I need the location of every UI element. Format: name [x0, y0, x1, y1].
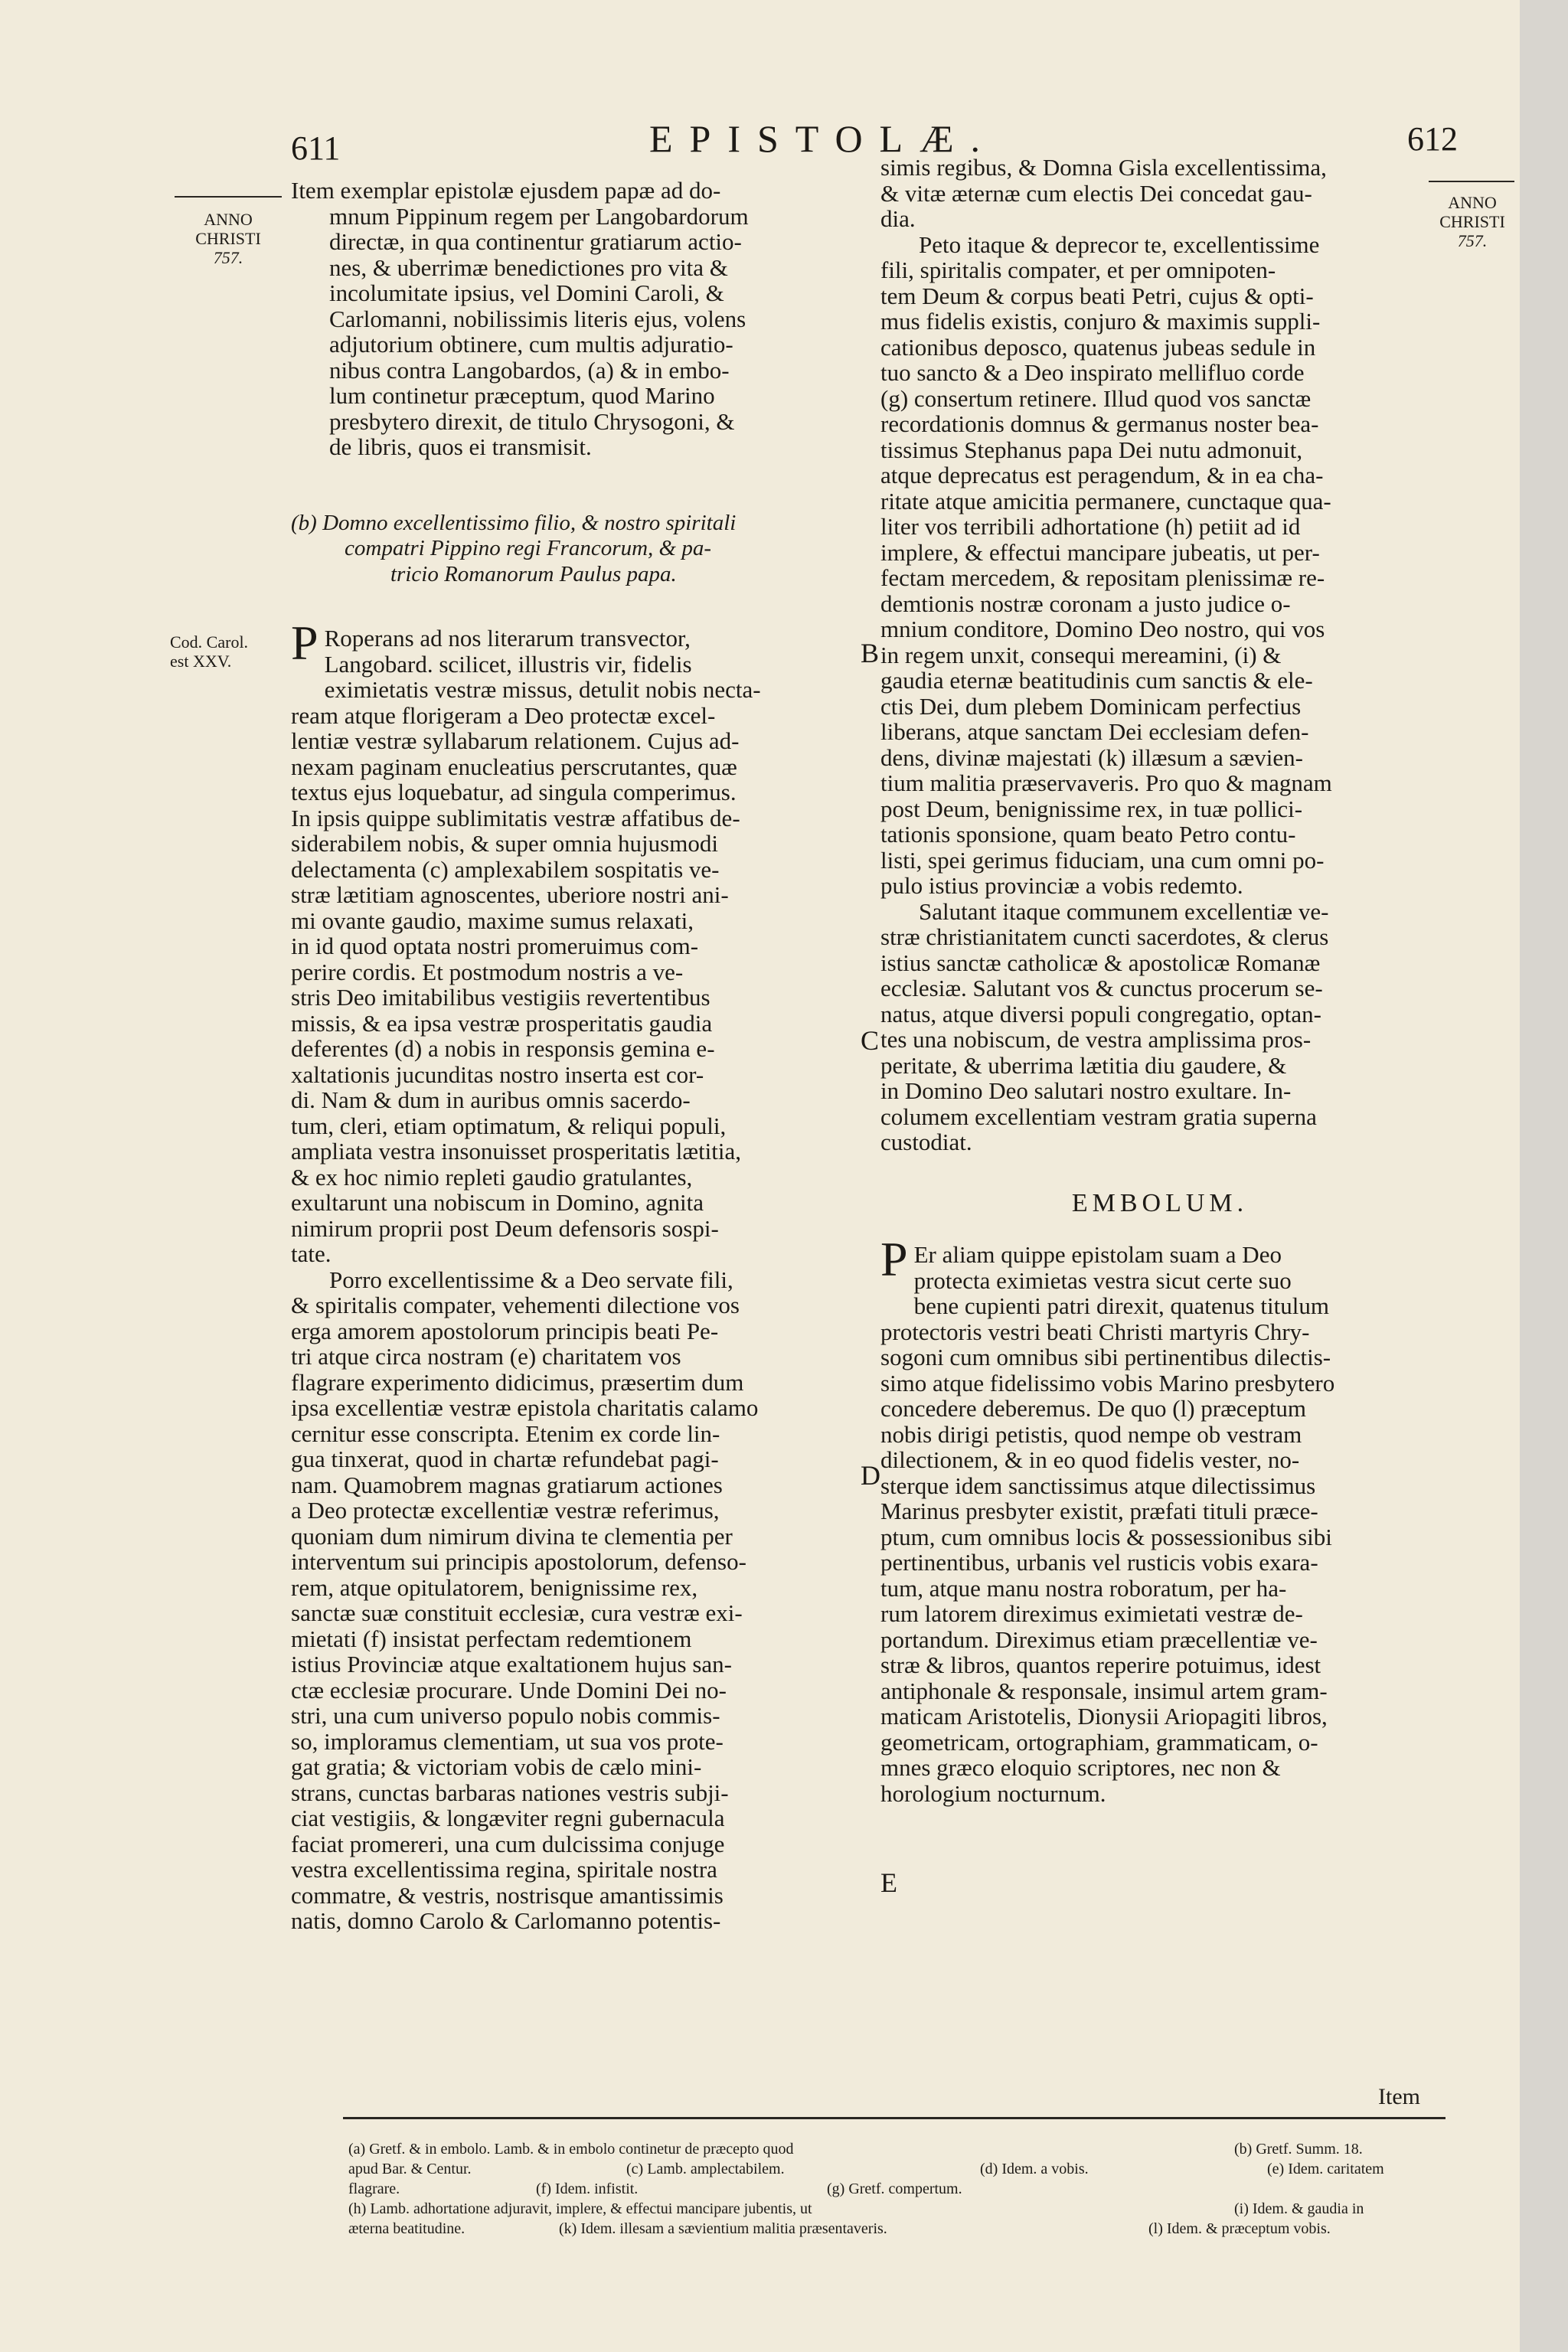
salutation-line: compatri Pippino regi Francorum, & pa- — [345, 536, 711, 560]
closing-blessing — [880, 155, 1439, 232]
text-line: ctis Dei, dum plebem Dominicam perfectius — [880, 692, 1302, 720]
text-line: natis, domno Carolo & Carlomanno potentis- — [291, 1907, 721, 1934]
text-line: ampliata vestra insonuisset prosperitatis lætitia, — [291, 1138, 742, 1165]
text-line: Porro excellentissime & a Deo servate fili, — [329, 1266, 733, 1293]
text-line: Marinus presbyter existit, præfati tituli præce- — [880, 1498, 1318, 1524]
text-line: atque deprecatus est peragendum, & in ea cha- — [880, 462, 1324, 488]
text-line: textus ejus loquebatur, ad singula comperimus. — [291, 779, 737, 805]
text-line: cernitur esse conscripta. Etenim ex corde lin- — [291, 1419, 720, 1447]
text-line: exultarunt una nobiscum in Domino, agnita — [291, 1189, 704, 1216]
text-line: nam. Quamobrem magnas gratiarum actiones — [291, 1471, 723, 1498]
footnote: (a) Gretf. & in embolo. Lamb. & in embolo continetur de præcepto quod — [348, 2141, 794, 2158]
anno-label: ANNO — [1448, 193, 1497, 212]
text-line: dilectionem, & in eo quod fidelis vester, no- — [880, 1446, 1300, 1473]
margin-cod-note — [170, 632, 254, 671]
footnote: (c) Lamb. amplectabilem. — [626, 2161, 785, 2177]
text-line: sanctæ suæ constituit ecclesiæ, cura vestræ exi- — [291, 1599, 743, 1626]
margin-rule-right — [1429, 181, 1514, 182]
footnote: (f) Idem. infistit. — [536, 2180, 639, 2197]
text-line: stris Deo imitabilibus vestigiis revertentibus — [291, 984, 710, 1011]
text-line: concedere deberemus. De quo (l) præceptum — [880, 1395, 1307, 1422]
text-line: ipsa excellentiæ vestræ epistola charitatis calamo — [291, 1394, 759, 1421]
text-line: cationibus deposco, quatenus jubeas sedule in — [880, 333, 1316, 361]
text-line: sterque idem sanctissimus atque dilectissimus — [880, 1472, 1316, 1499]
cod-note-line: Cod. Carol. — [170, 632, 249, 652]
text-line: vestra excellentissima regina, spiritale nostra — [291, 1856, 717, 1883]
text-line: mus fidelis existis, conjuro & maximis suppli- — [880, 308, 1321, 335]
christi-label: CHRISTI — [1439, 212, 1505, 231]
text-line: in regem unxit, consequi mereamini, (i) & — [880, 641, 1282, 668]
text-line: & vitæ æternæ cum electis Dei concedat gau- — [880, 179, 1312, 207]
text-line: ecclesiæ. Salutant vos & cunctus procerum se- — [880, 975, 1323, 1001]
text-line: so, imploramus clementiam, ut sua vos prote- — [291, 1727, 724, 1755]
christi-label: CHRISTI — [195, 229, 261, 248]
text-line: demtionis nostræ coronam a justo judice o- — [880, 590, 1291, 617]
text-line: missis, & ea ipsa vestræ prosperitatis gaudia — [291, 1009, 713, 1037]
drop-cap-p: P — [880, 1232, 908, 1286]
text-line: ctæ ecclesiæ procurare. Unde Domini Dei no- — [291, 1676, 727, 1704]
text-line: de libris, quos ei transmisit. — [329, 433, 592, 460]
text-line: simo atque fidelissimo vobis Marino presbytero — [880, 1369, 1335, 1396]
section-letter-e: E — [880, 1867, 897, 1898]
text-line: pertinentibus, urbanis vel rusticis vobis exara- — [880, 1549, 1318, 1576]
text-line: tem Deum & corpus beati Petri, cujus & opti- — [880, 282, 1314, 309]
footnote: (l) Idem. & præceptum vobis. — [1148, 2220, 1331, 2237]
footnote: (h) Lamb. adhortatione adjuravit, implere, & effectui mancipare jubentis, ut — [348, 2200, 812, 2217]
text-line: protecta eximietas vestra sicut certe suo — [913, 1266, 1292, 1294]
text-line: Langobard. scilicet, illustris vir, fidelis — [324, 650, 692, 678]
text-line: gua tinxerat, quod in chartæ refundebat pagi- — [291, 1446, 719, 1472]
text-line: stræ christianitatem cuncti sacerdotes, & clerus — [880, 923, 1329, 950]
drop-cap-p: P — [291, 616, 318, 670]
text-line: geometricam, ortographiam, grammaticam, o- — [880, 1728, 1318, 1756]
text-line: gat gratia; & victoriam vobis de cælo mini- — [291, 1753, 702, 1780]
text-line: quoniam dum nimirum divina te clementia per — [291, 1522, 733, 1550]
text-line: erga amorem apostolorum principis beati Pe- — [291, 1317, 719, 1344]
text-line: Peto itaque & deprecor te, excellentissime — [919, 230, 1320, 258]
section-letter-c: C — [861, 1025, 880, 1056]
text-line: dia. — [880, 205, 916, 232]
text-line: Er aliam quippe epistolam suam a Deo — [913, 1241, 1282, 1268]
margin-anno-right — [1427, 193, 1517, 250]
text-line: dens, divinæ majestati (k) illæsum a sævien- — [880, 743, 1303, 771]
text-line: tuo sancto & a Deo inspirato mellifluo corde — [880, 359, 1305, 386]
text-line: stræ lætitiam agnoscentes, uberiore nostri ani- — [291, 881, 729, 908]
text-line: horologium nocturnum. — [880, 1779, 1106, 1807]
text-line: nobis dirigi petistis, quod nempe ob vestram — [880, 1420, 1302, 1448]
text-line: stri, una cum universo populo nobis commis- — [291, 1702, 720, 1729]
text-line: tri atque circa nostram (e) charitatem vos — [291, 1343, 681, 1370]
text-line: faciat promereri, una cum dulcissima conjuge — [291, 1830, 725, 1857]
text-line: tationis sponsione, quam beato Petro contu- — [880, 821, 1296, 848]
text-line: nes, & uberrimæ benedictiones pro vita & — [329, 253, 728, 281]
text-line: Roperans ad nos literarum transvector, — [324, 625, 691, 652]
embolum-body — [880, 1232, 1439, 1807]
cod-note-line: est XXV. — [170, 652, 232, 671]
text-line: istius sanctæ catholicæ & apostolicæ Romanæ — [880, 949, 1321, 976]
text-line: listi, spei gerimus fiduciam, una cum omni po- — [880, 846, 1325, 874]
text-line: (g) consertum retinere. Illud quod vos sanctæ — [880, 384, 1312, 412]
text-line: pulo istius provinciæ a vobis redemto. — [880, 872, 1243, 899]
text-line: in id quod optata nostri promeruimus com- — [291, 933, 699, 959]
text-line: tum, cleri, etiam optimatum, & reliqui populi, — [291, 1112, 727, 1139]
text-line: peritate, & uberrima lætitia diu gaudere, & — [880, 1051, 1287, 1079]
text-line: tum, atque manu nostra roboratum, per ha- — [880, 1574, 1287, 1602]
text-line: mnum Pippinum regem per Langobardorum — [329, 202, 749, 230]
text-line: ream atque florigeram a Deo protectæ excel- — [291, 701, 716, 729]
text-line: interventum sui principis apostolorum, defenso- — [291, 1548, 746, 1575]
text-line: tium malitia præservaveris. Pro quo & magnam — [880, 769, 1332, 796]
salutation — [291, 511, 850, 588]
text-line: presbytero direxit, de titulo Chrysogoni, & — [329, 407, 735, 435]
text-line: maticam Aristotelis, Dionysii Ariopagiti libros, — [880, 1703, 1328, 1730]
anno-label: ANNO — [204, 210, 253, 229]
text-line: lum continetur præceptum, quod Marino — [329, 382, 715, 409]
text-line: & spiritalis compater, vehementi dilectione vos — [291, 1292, 740, 1318]
text-line: natus, atque diversi populi congregatio, optan- — [880, 1000, 1321, 1027]
text-line: gaudia eternæ beatitudinis cum sanctis & ele- — [880, 667, 1313, 694]
text-line: a Deo protectæ excellentiæ vestræ referimus, — [291, 1497, 720, 1524]
text-line: ciat vestigiis, & longæviter regni gubernacula — [291, 1805, 725, 1831]
text-line: Item exemplar epistolæ ejusdem papæ ad do- — [291, 177, 721, 204]
text-line: sogoni cum omnibus sibi pertinentibus dilectis- — [880, 1344, 1331, 1370]
margin-anno-left — [182, 210, 274, 267]
text-line: rum latorem direximus eximietati vestræ de- — [880, 1600, 1303, 1627]
scanner-edge — [1520, 0, 1568, 2352]
footnote: (g) Gretf. compertum. — [827, 2180, 962, 2197]
text-line: mietati (f) insistat perfectam redemtionem — [291, 1625, 692, 1652]
right-page-number: 612 — [1407, 120, 1458, 158]
text-line: columem excellentiam vestram gratia superna — [880, 1102, 1317, 1130]
text-line: liter vos terribili adhortatione (h) petiit ad id — [880, 513, 1301, 540]
text-line: in Domino Deo salutari nostro exultare. In- — [880, 1077, 1292, 1104]
text-line: deferentes (d) a nobis in responsis gemina e- — [291, 1035, 715, 1062]
footnote: flagrare. — [348, 2180, 400, 2197]
text-line: directæ, in qua continentur gratiarum actio- — [329, 228, 742, 255]
text-line: stræ & libros, quantos reperire potuimus, idest — [880, 1651, 1321, 1678]
section-letter-b: B — [861, 638, 880, 668]
footnote: (b) Gretf. Summ. 18. — [1234, 2141, 1363, 2158]
text-line: ptum, cum omnibus locis & possessionibus sibi — [880, 1523, 1332, 1550]
footnote-rule — [343, 2117, 1446, 2119]
text-line: delectamenta (c) amplexabilem sospitatis ve- — [291, 855, 720, 883]
text-line: custodiat. — [880, 1129, 972, 1155]
text-line: eximietatis vestræ missus, detulit nobis necta- — [324, 676, 761, 703]
catchword: Item — [1378, 2084, 1420, 2109]
epistle-body-second-paragraph — [291, 1267, 850, 1934]
text-line: mnium conditore, Domino Deo nostro, qui vos — [880, 616, 1325, 642]
text-line: antiphonale & responsale, insimul artem gram- — [880, 1677, 1328, 1704]
text-line: flagrare experimento didicimus, præsertim dum — [291, 1368, 744, 1396]
text-line: mnes græco eloquio scriptores, nec non & — [880, 1754, 1281, 1781]
petition-paragraph — [880, 232, 1439, 899]
text-line: strans, cunctas barbaras nationes vestris subji- — [291, 1779, 729, 1806]
footnote: apud Bar. & Centur. — [348, 2161, 472, 2177]
right-column — [880, 155, 1439, 1806]
text-line: post Deum, benignissime rex, in tuæ pollici- — [880, 795, 1303, 822]
text-line: incolumitate ipsius, vel Domini Caroli, & — [329, 279, 724, 306]
text-line: lentiæ vestræ syllabarum relationem. Cujus ad- — [291, 727, 740, 754]
text-line: In ipsis quippe sublimitatis vestræ affatibus de- — [291, 804, 740, 831]
text-line: simis regibus, & Domna Gisla excellentissima, — [880, 154, 1327, 181]
text-line: commatre, & vestris, nostrisque amantissimis — [291, 1881, 724, 1909]
text-line: tes una nobiscum, de vestra amplissima pros- — [880, 1026, 1312, 1053]
text-line: di. Nam & dum in auribus omnis sacerdo- — [291, 1086, 691, 1113]
text-line: nimirum proprii post Deum defensoris sospi- — [291, 1214, 719, 1242]
text-line: tissimus Stephanus papa Dei nutu admonuit, — [880, 436, 1303, 463]
epistle-body — [291, 616, 850, 1267]
text-line: xaltationis jucunditas nostro inserta est cor- — [291, 1060, 704, 1088]
anno-year: 757. — [213, 248, 243, 267]
text-line: Carlomanni, nobilissimis literis ejus, volens — [329, 305, 746, 332]
text-line: & ex hoc nimio repleti gaudio gratulantes, — [291, 1163, 693, 1191]
margin-rule-left — [175, 196, 282, 198]
text-line: protectoris vestri beati Christi martyris Chry- — [880, 1318, 1310, 1345]
footnote: æterna beatitudine. — [348, 2220, 466, 2237]
salutation-line: tricio Romanorum Paulus papa. — [390, 561, 677, 586]
text-line: liberans, atque sanctam Dei ecclesiam defen- — [880, 718, 1309, 745]
footnote: (e) Idem. caritatem — [1267, 2161, 1384, 2177]
text-line: bene cupienti patri direxit, quatenus titulum — [913, 1292, 1329, 1319]
left-page-number: 611 — [291, 129, 341, 167]
text-line: implere, & effectui mancipare jubeatis, ut per- — [880, 538, 1320, 566]
salutation-line: (b) Domno excellentissimo filio, & nostro spiritali — [291, 510, 737, 535]
text-line: tate. — [291, 1240, 332, 1267]
section-letter-d: D — [861, 1460, 880, 1491]
epistle-summary — [291, 178, 850, 460]
text-line: recordationis domnus & germanus noster bea- — [880, 410, 1319, 437]
salutation-paragraph — [880, 899, 1439, 1155]
footnote: (i) Idem. & gaudia in — [1234, 2200, 1364, 2217]
running-title: EPISTOLÆ. — [649, 117, 998, 160]
embolum-heading: EMBOLUM. — [1071, 1189, 1249, 1217]
anno-year: 757. — [1457, 231, 1488, 250]
text-line: ritate atque amicitia permanere, cunctaque qua- — [880, 487, 1331, 514]
text-line: nibus contra Langobardos, (a) & in embo- — [329, 356, 730, 384]
text-line: perire cordis. Et postmodum nostris a ve- — [291, 958, 684, 985]
text-line: nexam paginam enucleatius perscrutantes, quæ — [291, 753, 737, 780]
text-line: adjutorium obtinere, cum multis adjuratio- — [329, 331, 733, 358]
text-line: istius Provinciæ atque exaltationem hujus san- — [291, 1651, 732, 1677]
footnote: (k) Idem. illesam a sævientium malitia præsentaveris. — [559, 2220, 887, 2237]
text-line: fectam mercedem, & repositam plenissimæ re- — [880, 564, 1325, 591]
text-line: fili, spiritalis compater, et per omnipoten- — [880, 256, 1276, 283]
text-line: rem, atque opitulatorem, benignissime rex, — [291, 1573, 698, 1601]
text-line: mi ovante gaudio, maxime sumus relaxati, — [291, 906, 694, 934]
left-column — [291, 178, 850, 1934]
footnote: (d) Idem. a vobis. — [980, 2161, 1089, 2177]
text-line: portandum. Direximus etiam præcellentiæ ve- — [880, 1625, 1318, 1653]
text-line: Salutant itaque communem excellentiæ ve- — [919, 897, 1329, 925]
text-line: siderabilem nobis, & super omnia hujusmodi — [291, 830, 718, 857]
